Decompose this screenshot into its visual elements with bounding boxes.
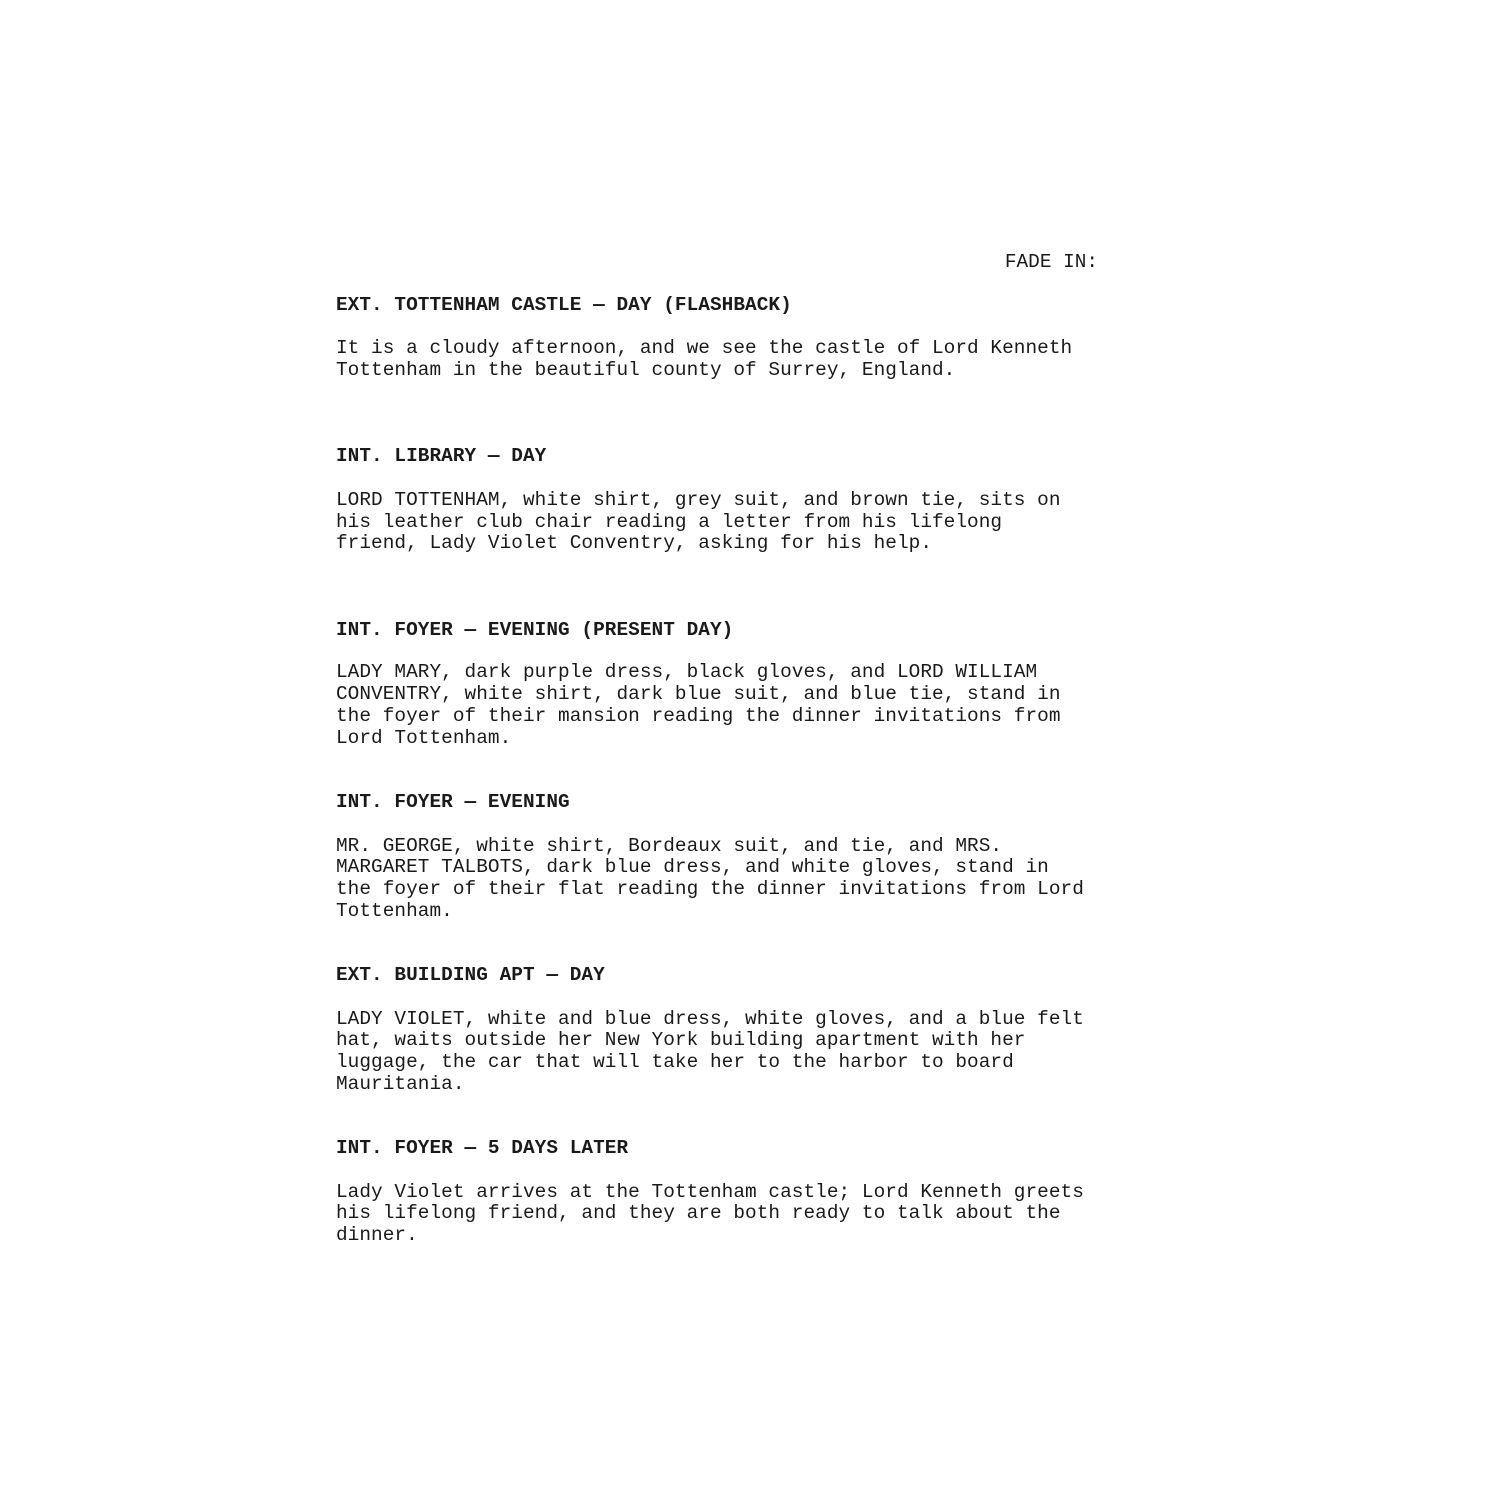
scene-heading: INT. LIBRARY — DAY — [336, 445, 547, 467]
scene-heading: INT. FOYER — 5 DAYS LATER — [336, 1137, 629, 1159]
action-line: Tottenham in the beautiful county of Surrey, England. — [336, 359, 956, 381]
action-line: It is a cloudy afternoon, and we see the castle of Lord Kenneth — [336, 337, 1073, 359]
action-line: the foyer of their flat reading the dinner invitations from Lord — [336, 878, 1084, 900]
action-line: Tottenham. — [336, 900, 453, 922]
action-line: his lifelong friend, and they are both ready to talk about the — [336, 1202, 1061, 1224]
action-line: Lord Tottenham. — [336, 727, 512, 749]
transition-fade-in: FADE IN: — [1004, 251, 1098, 273]
action-line: the foyer of their mansion reading the dinner invitations from — [336, 705, 1061, 727]
scene-heading: EXT. TOTTENHAM CASTLE — DAY (FLASHBACK) — [336, 294, 792, 316]
scene-heading: EXT. BUILDING APT — DAY — [336, 964, 605, 986]
scene-heading: INT. FOYER — EVENING — [336, 791, 570, 813]
action-line: CONVENTRY, white shirt, dark blue suit, and blue tie, stand in — [336, 683, 1061, 705]
action-line: LADY MARY, dark purple dress, black gloves, and LORD WILLIAM — [336, 661, 1038, 683]
action-line: Lady Violet arrives at the Tottenham castle; Lord Kenneth greets — [336, 1181, 1084, 1203]
action-line: hat, waits outside her New York building apartment with her — [336, 1029, 1026, 1051]
action-line: MR. GEORGE, white shirt, Bordeaux suit, and tie, and MRS. — [336, 835, 1003, 857]
action-line: dinner. — [336, 1224, 418, 1246]
action-line: Mauritania. — [336, 1073, 465, 1095]
action-line: luggage, the car that will take her to the harbor to board — [336, 1051, 1014, 1073]
action-line: LORD TOTTENHAM, white shirt, grey suit, and brown tie, sits on — [336, 489, 1061, 511]
action-line: LADY VIOLET, white and blue dress, white gloves, and a blue felt — [336, 1008, 1084, 1030]
action-line: friend, Lady Violet Conventry, asking for his help. — [336, 532, 932, 554]
action-line: his leather club chair reading a letter from his lifelong — [336, 511, 1003, 533]
scene-heading: INT. FOYER — EVENING (PRESENT DAY) — [336, 619, 734, 641]
action-line: MARGARET TALBOTS, dark blue dress, and white gloves, stand in — [336, 856, 1049, 878]
